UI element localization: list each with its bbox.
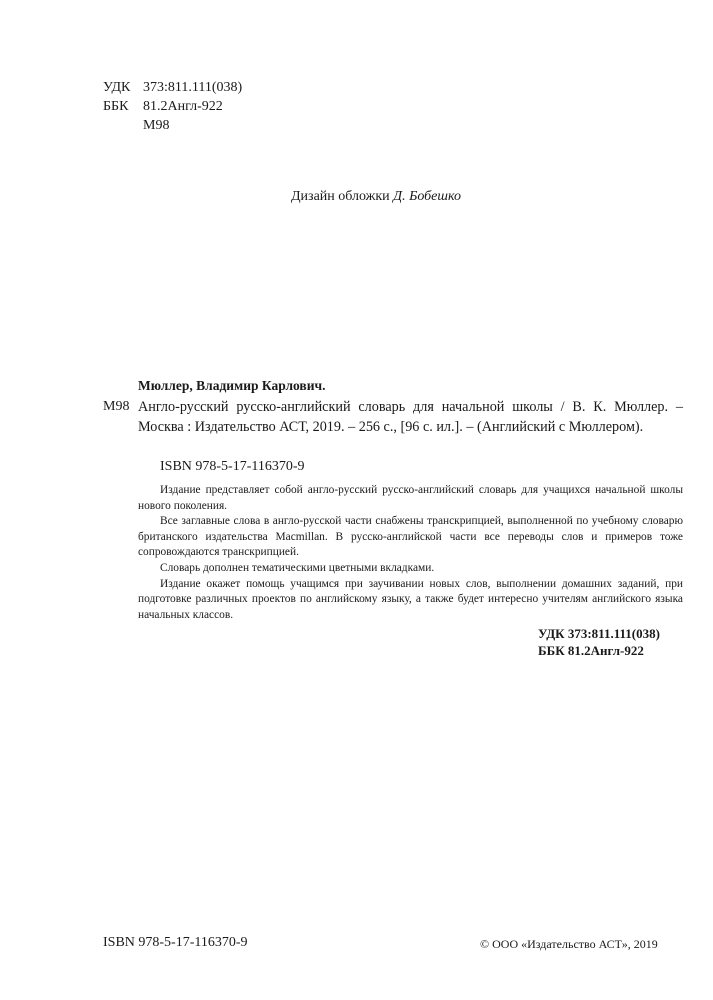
annotation bbox=[138, 483, 683, 623]
annotation-paragraph: Издание окажет помощь учащимся при заучивании новых слов, выполнении домашних заданий, при подготовке различных проектов по английскому языку, а также будет интересно учителям английского языка начальных классов. bbox=[138, 577, 683, 621]
bbk-value: 81.2Англ-922 bbox=[143, 99, 223, 114]
author-mark-top: М98 bbox=[143, 118, 170, 133]
bibliographic-description: Англо-русский русско-английский словарь для начальной школы / В. К. Мюллер. – Москва : Издательство АСТ, 2019. – 256 с., [96 с. ил.]. – (Английский с Мюллером). bbox=[138, 399, 683, 435]
bbk-line bbox=[103, 98, 223, 116]
annotation-paragraph: Издание представляет собой англо-русский русско-английский словарь для учащихся начальной школы нового поколения. bbox=[138, 484, 683, 512]
bbk-label: ББК bbox=[103, 99, 129, 114]
annotation-paragraph: Словарь дополнен тематическими цветными вкладками. bbox=[160, 561, 435, 574]
author-heading: Мюллер, Владимир Карлович. bbox=[138, 378, 326, 393]
annotation-paragraph: Все заглавные слова в англо-русской части снабжены транскрипцией, выполненной по учебному словарю британского издательства Macmillan. В русско-английской части все переводы слов и примеров тоже сопровождаются транскрипцией. bbox=[138, 515, 683, 559]
record-isbn: ISBN 978-5-17-116370-9 bbox=[160, 459, 305, 474]
udk-line bbox=[103, 79, 242, 97]
author-mark-record: М98 bbox=[103, 399, 130, 414]
udk-value: 373:811.111(038) bbox=[143, 80, 243, 95]
cover-design-label: Дизайн обложки bbox=[291, 189, 390, 204]
bbk-bottom: ББК 81.2Англ-922 bbox=[538, 643, 644, 658]
udk-bottom: УДК 373:811.111(038) bbox=[538, 626, 660, 641]
udk-label: УДК bbox=[103, 80, 131, 95]
cover-designer-name: Д. Бобешко bbox=[393, 189, 461, 204]
cover-design-line bbox=[291, 189, 461, 205]
footer-isbn: ISBN 978-5-17-116370-9 bbox=[103, 935, 248, 950]
copyright: © ООО «Издательство АСТ», 2019 bbox=[480, 937, 658, 951]
